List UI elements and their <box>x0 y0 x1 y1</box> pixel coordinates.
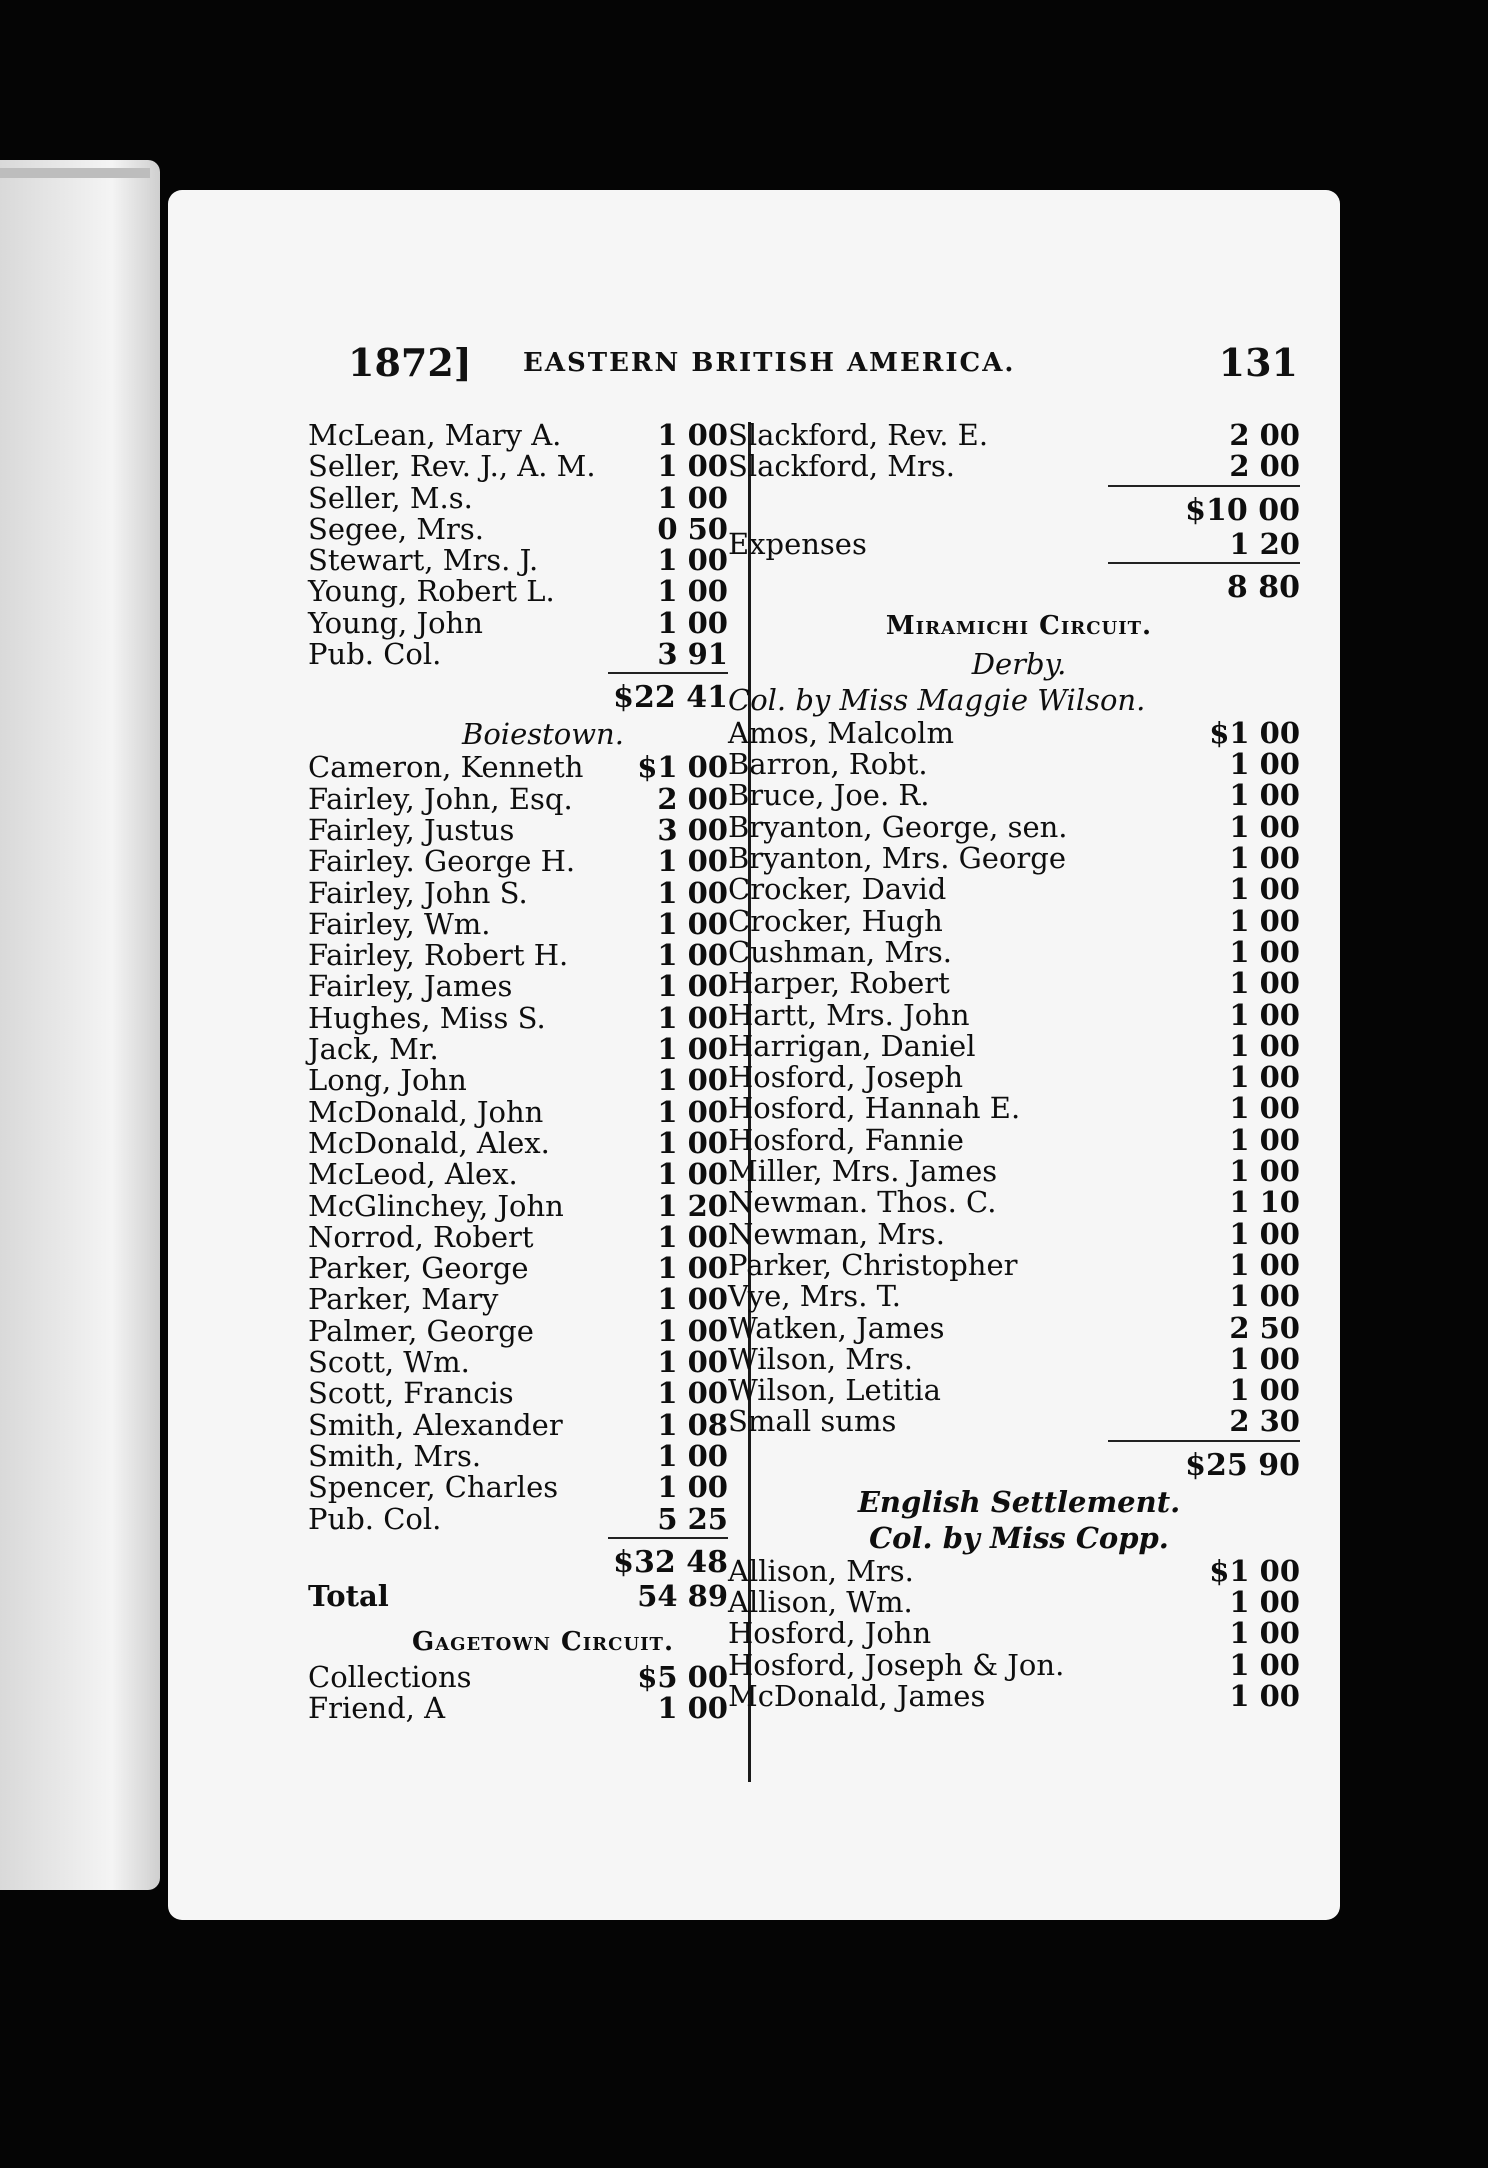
list-item <box>728 1553 1310 1588</box>
entry-name: Parker, Christopher <box>728 1247 1018 1282</box>
list-item <box>308 1125 778 1160</box>
entry-amount: 3 91 <box>657 637 728 672</box>
list-item <box>308 576 778 607</box>
entry-name: Segee, Mrs. <box>308 511 485 546</box>
entry-amount: 1 00 <box>1229 1247 1300 1282</box>
list-item <box>308 1347 778 1378</box>
entry-name: Amos, Malcolm <box>728 715 954 750</box>
header-title: EASTERN BRITISH AMERICA. <box>523 348 1016 378</box>
entry-amount: 1 00 <box>657 1032 728 1067</box>
entry-name: Hosford, Hannah E. <box>728 1091 1021 1126</box>
subtotal-amount: $32 48 <box>613 1544 728 1580</box>
entry-name: Crocker, David <box>728 872 947 907</box>
entry-amount: 1 00 <box>1229 997 1300 1032</box>
entry-amount: 1 00 <box>1229 1122 1300 1157</box>
entry-name: Pub. Col. <box>308 637 442 672</box>
entry-amount: 1 00 <box>1229 1616 1300 1651</box>
list-item <box>308 812 778 847</box>
list-item <box>728 420 1310 451</box>
entry-name: Seller, Rev. J., A. M. <box>308 449 596 484</box>
list-item <box>308 1094 778 1129</box>
list-item <box>308 940 778 971</box>
section-heading-miramichi: Miramichi Circuit. <box>885 610 1153 641</box>
list-item <box>728 968 1310 999</box>
entry-amount: 1 00 <box>1229 1154 1300 1189</box>
list-item <box>308 906 778 941</box>
header-year: 1872] <box>348 340 472 385</box>
entry-amount: 1 00 <box>657 1376 728 1411</box>
list-item <box>308 605 778 640</box>
list-item <box>308 1313 778 1348</box>
subtotal-amount: $25 90 <box>1185 1447 1300 1483</box>
right-list-2 <box>728 715 1310 1439</box>
list-item <box>308 639 778 670</box>
entry-name: Parker, Mary <box>308 1282 499 1317</box>
left-list-2 <box>308 752 778 1534</box>
entry-amount: $1 00 <box>1209 1553 1300 1588</box>
list-item <box>728 1156 1310 1187</box>
total-row <box>308 1578 778 1613</box>
facing-page-top-edge <box>0 168 150 178</box>
list-item <box>728 1618 1310 1649</box>
left-list-1 <box>308 420 778 670</box>
entry-name: McGlinchey, John <box>308 1188 564 1223</box>
entry-amount: 1 00 <box>657 1438 728 1473</box>
entry-name: Wilson, Mrs. <box>728 1341 913 1376</box>
entry-name: Smith, Mrs. <box>308 1438 482 1473</box>
list-item <box>728 934 1310 969</box>
entry-amount: 1 00 <box>657 1000 728 1035</box>
entry-name: Fairley, John, Esq. <box>308 781 573 816</box>
entry-amount: 1 00 <box>657 906 728 941</box>
entry-name: Long, John <box>308 1063 467 1098</box>
list-item <box>308 1253 778 1284</box>
entry-amount: 1 00 <box>1229 1028 1300 1063</box>
list-item <box>308 1000 778 1035</box>
entry-amount: 1 00 <box>1229 1091 1300 1126</box>
list-item <box>728 903 1310 938</box>
entry-amount: 1 00 <box>1229 1647 1300 1682</box>
entry-amount: 1 10 <box>1229 1185 1300 1220</box>
entry-name: Allison, Mrs. <box>728 1553 914 1588</box>
list-item <box>728 1647 1310 1682</box>
list-item <box>728 874 1310 905</box>
entry-amount: 1 00 <box>1229 1216 1300 1251</box>
right-list-3 <box>728 1553 1310 1713</box>
book-page <box>168 190 1340 1920</box>
entry-amount: 1 00 <box>657 1470 728 1505</box>
list-item <box>308 1284 778 1315</box>
entry-amount: 1 00 <box>1229 872 1300 907</box>
entry-amount: 1 00 <box>657 449 728 484</box>
list-item <box>308 1219 778 1254</box>
entry-name: Collections <box>308 1660 472 1695</box>
entry-name: Miller, Mrs. James <box>728 1154 998 1189</box>
entry-name: Fairley, Justus <box>308 812 515 847</box>
entry-name: Cushman, Mrs. <box>728 934 952 969</box>
entry-amount: 1 00 <box>657 969 728 1004</box>
net-row <box>728 566 1310 606</box>
entry-amount: 1 00 <box>1229 903 1300 938</box>
entry-name: Wilson, Letitia <box>728 1373 941 1408</box>
entry-amount: 1 00 <box>1229 1678 1300 1713</box>
subtotal-row <box>308 1541 778 1581</box>
entry-amount: 1 00 <box>657 844 728 879</box>
entry-name: Parker, George <box>308 1251 529 1286</box>
entry-amount: 1 00 <box>657 1125 728 1160</box>
subtotal-amount: $10 00 <box>1185 492 1300 528</box>
list-item <box>728 1093 1310 1124</box>
entry-name: Hosford, John <box>728 1616 932 1651</box>
rule <box>608 672 728 674</box>
entry-name: Fairley. George H. <box>308 844 576 879</box>
entry-amount: 2 30 <box>1229 1404 1300 1439</box>
entry-name: Hosford, Joseph & Jon. <box>728 1647 1065 1682</box>
list-item <box>728 1406 1310 1437</box>
list-item <box>728 1310 1310 1345</box>
entry-name: McDonald, James <box>728 1678 986 1713</box>
subtotal-row <box>728 1444 1310 1484</box>
list-item <box>308 752 778 783</box>
entry-amount: 0 50 <box>657 511 728 546</box>
list-item <box>308 480 778 515</box>
entry-amount: 1 00 <box>657 418 728 452</box>
list-item <box>308 1501 778 1536</box>
right-list-1 <box>728 420 1310 483</box>
entry-name: Allison, Wm. <box>728 1585 913 1620</box>
entry-amount: $5 00 <box>637 1660 728 1695</box>
entry-amount: 1 00 <box>657 1157 728 1192</box>
entry-amount: 3 00 <box>657 812 728 847</box>
list-item <box>308 1188 778 1223</box>
list-item <box>728 451 1310 482</box>
rule <box>1108 562 1300 564</box>
entry-name: Newman, Mrs. <box>728 1216 945 1251</box>
entry-amount: 1 00 <box>1229 1585 1300 1620</box>
section-heading-english-settlement: English Settlement. <box>857 1484 1181 1519</box>
entry-name: Vye, Mrs. T. <box>728 1279 901 1314</box>
list-item <box>728 997 1310 1032</box>
entry-name: Pub. Col. <box>308 1501 442 1536</box>
list-item <box>308 1378 778 1409</box>
entry-amount: 1 08 <box>657 1407 728 1442</box>
expenses-row <box>728 526 1310 561</box>
list-item <box>308 1407 778 1442</box>
entry-amount: 1 00 <box>657 480 728 515</box>
entry-name: Hartt, Mrs. John <box>728 997 970 1032</box>
entry-amount: 1 00 <box>657 543 728 578</box>
list-item <box>728 1587 1310 1618</box>
list-item <box>308 1472 778 1503</box>
entry-amount: 1 00 <box>1229 747 1300 782</box>
entry-name: Stewart, Mrs. J. <box>308 543 539 578</box>
list-item <box>308 451 778 482</box>
list-item <box>728 1216 1310 1251</box>
list-item <box>728 1247 1310 1282</box>
entry-name: Fairley, James <box>308 969 513 1004</box>
entry-amount: 5 25 <box>657 1501 728 1536</box>
entry-name: Bryanton, Mrs. George <box>728 841 1067 876</box>
total-label: Total <box>308 1578 389 1613</box>
list-item <box>728 780 1310 811</box>
entry-name: Bryanton, George, sen. <box>728 809 1068 844</box>
page-number: 131 <box>1218 340 1298 385</box>
entry-name: Hosford, Joseph <box>728 1060 964 1095</box>
entry-name: Friend, A <box>308 1691 446 1726</box>
rule <box>608 1537 728 1539</box>
entry-amount: 2 50 <box>1229 1310 1300 1345</box>
entry-name: Harrigan, Daniel <box>728 1028 976 1063</box>
expenses-label: Expenses <box>728 526 867 561</box>
list-item <box>308 971 778 1002</box>
entry-name: Watken, James <box>728 1310 945 1345</box>
entry-name: McLean, Mary A. <box>308 418 562 452</box>
total-amount: 54 89 <box>637 1578 728 1613</box>
entry-name: Young, John <box>308 605 483 640</box>
entry-name: Fairley, John S. <box>308 875 528 910</box>
left-list-3 <box>308 1662 778 1725</box>
entry-amount: 1 00 <box>657 1345 728 1380</box>
list-item <box>308 1438 778 1473</box>
entry-amount: 1 00 <box>1229 934 1300 969</box>
entry-name: Fairley, Wm. <box>308 906 491 941</box>
entry-name: McDonald, John <box>308 1094 544 1129</box>
entry-name: Bruce, Joe. R. <box>728 778 930 813</box>
subtotal-amount: $22 41 <box>613 680 728 716</box>
list-item <box>728 1062 1310 1093</box>
list-item <box>308 420 778 451</box>
entry-name: Hughes, Miss S. <box>308 1000 546 1035</box>
list-item <box>728 843 1310 874</box>
entry-amount: 1 00 <box>1229 1279 1300 1314</box>
entry-name: Seller, M.s. <box>308 480 473 515</box>
rule <box>1108 485 1300 487</box>
entry-name: Scott, Francis <box>308 1376 514 1411</box>
entry-name: Crocker, Hugh <box>728 903 943 938</box>
entry-name: Small sums <box>728 1404 897 1439</box>
list-item <box>308 1662 778 1693</box>
net-amount: 8 80 <box>1226 569 1300 605</box>
entry-amount: 1 00 <box>657 1219 728 1254</box>
subtotal-row <box>308 676 778 716</box>
entry-amount: 2 00 <box>1229 449 1300 484</box>
entry-name: Jack, Mr. <box>308 1032 439 1067</box>
entry-name: Smith, Alexander <box>308 1407 563 1442</box>
list-item <box>308 511 778 546</box>
entry-amount: 1 00 <box>657 1282 728 1317</box>
collector-line: Col. by Miss Copp. <box>869 1520 1169 1555</box>
entry-name: Scott, Wm. <box>308 1345 470 1380</box>
entry-amount: 1 00 <box>1229 1373 1300 1408</box>
list-item <box>728 1122 1310 1157</box>
running-header <box>348 340 1308 400</box>
list-item <box>728 715 1310 750</box>
entry-amount: 1 00 <box>657 938 728 973</box>
list-item <box>308 1693 778 1724</box>
list-item <box>728 809 1310 844</box>
list-item <box>308 1034 778 1065</box>
entry-name: Newman. Thos. C. <box>728 1185 997 1220</box>
list-item <box>308 875 778 910</box>
list-item <box>308 1065 778 1096</box>
section-heading-boiestown: Boiestown. <box>462 717 624 752</box>
entry-name: Norrod, Robert <box>308 1219 534 1254</box>
entry-amount: 1 00 <box>1229 1060 1300 1095</box>
right-column <box>728 420 1310 1712</box>
entry-amount: 2 00 <box>657 781 728 816</box>
entry-amount: 1 00 <box>657 1251 728 1286</box>
entry-name: Hosford, Fannie <box>728 1122 964 1157</box>
entry-name: Palmer, George <box>308 1313 534 1348</box>
entry-amount: 1 00 <box>657 605 728 640</box>
subtotal-row <box>728 489 1310 529</box>
list-item <box>308 846 778 877</box>
entry-amount: 1 20 <box>657 1188 728 1223</box>
entry-name: McLeod, Alex. <box>308 1157 518 1192</box>
expenses-amount: 1 20 <box>1229 526 1300 561</box>
subheading-derby: Derby. <box>971 646 1067 681</box>
rule <box>1108 1440 1300 1442</box>
entry-name: Cameron, Kenneth <box>308 750 584 785</box>
list-item <box>308 781 778 816</box>
entry-name: Fairley, Robert H. <box>308 938 569 973</box>
entry-amount: 1 00 <box>657 1063 728 1098</box>
entry-amount: 1 00 <box>657 1094 728 1129</box>
entry-amount: 2 00 <box>1229 418 1300 452</box>
entry-amount: 1 00 <box>657 574 728 609</box>
entry-amount: 1 00 <box>657 875 728 910</box>
list-item <box>728 1281 1310 1312</box>
left-column <box>308 420 778 1725</box>
entry-amount: 1 00 <box>1229 966 1300 1001</box>
entry-amount: 1 00 <box>657 1691 728 1726</box>
entry-name: McDonald, Alex. <box>308 1125 550 1160</box>
list-item <box>728 1028 1310 1063</box>
list-item <box>728 1341 1310 1376</box>
entry-amount: 1 00 <box>1229 841 1300 876</box>
entry-amount: 1 00 <box>1229 809 1300 844</box>
entry-amount: $1 00 <box>1209 715 1300 750</box>
list-item <box>728 749 1310 780</box>
section-heading-gagetown: Gagetown Circuit. <box>411 1627 675 1658</box>
facing-page-edge <box>0 160 160 1890</box>
list-item <box>728 1187 1310 1218</box>
entry-name: Harper, Robert <box>728 966 950 1001</box>
entry-name: Slackford, Rev. E. <box>728 418 989 452</box>
entry-amount: 1 00 <box>657 1313 728 1348</box>
entry-name: Barron, Robt. <box>728 747 928 782</box>
list-item <box>308 1159 778 1190</box>
list-item <box>728 1678 1310 1713</box>
entry-amount: 1 00 <box>1229 778 1300 813</box>
list-item <box>728 1375 1310 1406</box>
entry-amount: $1 00 <box>637 750 728 785</box>
collector-line: Col. by Miss Maggie Wilson. <box>728 682 1146 717</box>
entry-name: Young, Robert L. <box>308 574 555 609</box>
entry-amount: 1 00 <box>1229 1341 1300 1376</box>
list-item <box>308 545 778 576</box>
entry-name: Slackford, Mrs. <box>728 449 955 484</box>
entry-name: Spencer, Charles <box>308 1470 559 1505</box>
